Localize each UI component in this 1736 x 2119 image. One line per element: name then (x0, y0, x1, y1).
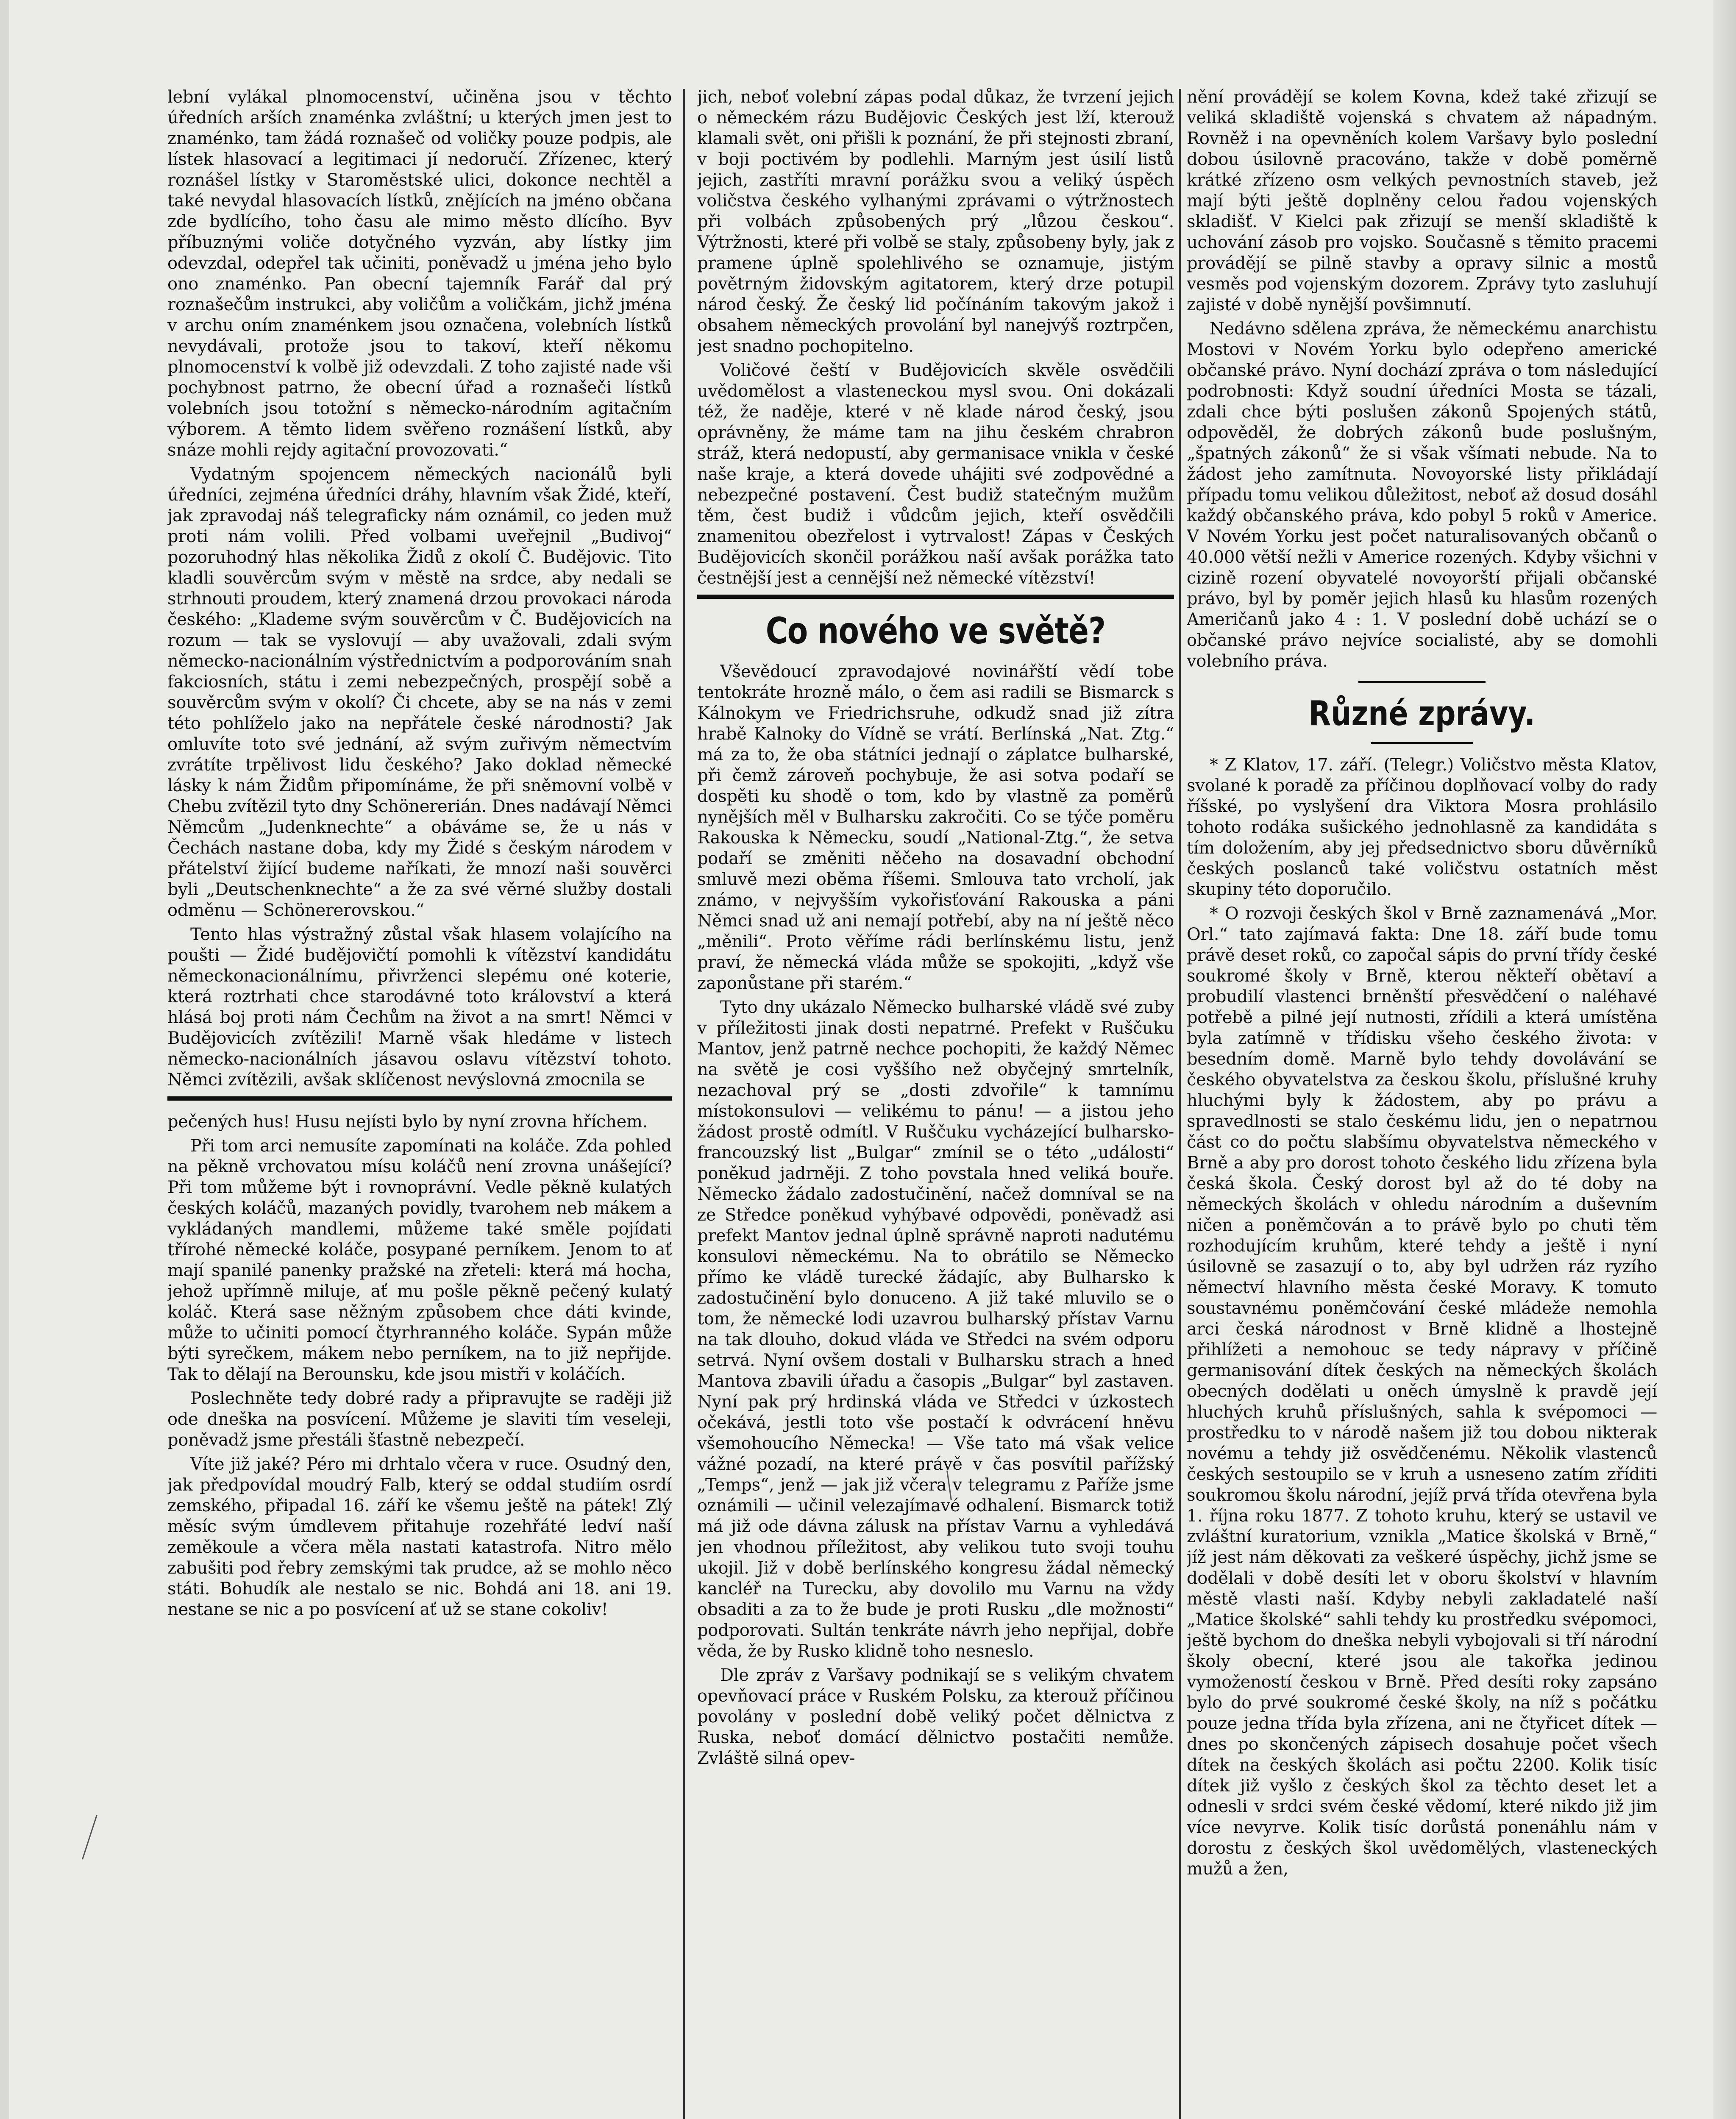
column-rule-1 (683, 89, 685, 2119)
column-middle (697, 87, 1174, 2119)
column-rule-2 (1179, 89, 1181, 2119)
section-divider (697, 595, 1174, 599)
article-paragraph: jich, neboť volební zápas podal důkaz, že tvrzení jejich o německém rázu Budějovic Českých jest lží, kterouž klamali svět, oni přišli k poznání, že při stejnosti zbraní, v boji poctivém by podlehli. Marným jest úsilí listů jejich, zastříti mravní porážku svou a veliký úspěch voličstva českého vylhanými zprávami o výtržnostech při volbách způsobených prý „lůzou českou“. Výtržnosti, které při volbě se staly, způsobeny byly, jak z pramene úplně spolehlivého se oznamuje, jistým povětrným židovským agitatorem, který drze potupil národ český. Že český lid počínáním takovým jakož i obsahem německých provolání byl nanejvýš roztrpčen, jest snadno pochopitelno. (697, 87, 1174, 356)
article-paragraph: Vydatným spojencem německých nacionálů byli úředníci, zejména úředníci dráhy, hlavním však Židé, kteří, jak zpravodaj náš telegraficky nám oznámil, co jeden muž proti nám volili. Před volbami uveřejnil „Budivoj“ pozoruhodný hlas několika Židů z okolí Č. Budějovic. Tito kladli souvěrcům svým v městě na srdce, aby nedali se strhnouti proudem, který znamená drzou provokaci národa českého: „Klademe svým souvěrcům v Č. Budějovicích na rozum — tak se vyslovují — aby uvažovali, zdali svým německo-nacionálním výstřednictvím a podporováním snah fakciosních, státu i zemi nebezpečných, prospějí sobě a souvěrcům svým v okolí? Či chcete, aby se na nás v zemi této pohlíželo jako na nepřátele české národnosti? Jak omluvíte toto své jednání, až svým zuřivým němectvím zvrátíte trpělivost lidu českého? Jako doklad německé lásky k nám Židům připomínáme, že při sněmovní volbě v Chebu zvítězil tyto dny Schönererián. Dnes nadávají Němci Němcům „Judenknechte“ a obáváme se, že u nás v Čechách nastane doba, kdy my Židé s českým národem v přátelství žijící budeme naříkati, že mnozí naši souvěrci byli „Deutschenknechte“ a že za své věrné služby dostali odměnu — Schönererovskou.“ (167, 464, 672, 920)
binding-shadow (1713, 0, 1736, 2119)
article-paragraph: Voličové čeští v Budějovicích skvěle osvědčili uvědomělost a vlasteneckou mysl svou. Oni dokázali též, že naděje, které v ně klade národ český, jsou oprávněny, že máme tam na jihu českém chrabron stráž, která nedopustí, aby germanisace vnikla v české naše kraje, a která dovede uhájiti své zodpovědné a nebezpečné postavení. Čest budiž statečným mužům těm, čest budiž i vůdcům jejich, kteří osvědčili znamenitou obezřelost i vytrvalost! Zápas v Českých Budějovicích skončil porážkou naší avšak porážka tato čestnější jest a cennější než německé vítězství! (697, 361, 1174, 588)
feuilleton-paragraph: Víte již jaké? Péro mi drhtalo včera v ruce. Osudný den, jak předpovídal moudrý Falb, který se oddal studiím osrdí zemského, připadal 16. září ke všemu ještě na pátek! Zlý měsíc svým úmdlevem přitahuje rozehřáté ledví naší zeměkoule a včera měla nastati katastrofa. Nitro mělo zabušiti pod řebry zemskými tak prudce, až se mohlo něco státi. Bohudík ale nestalo se nic. Bohdá ani 18. ani 19. nestane se nic a po posvícení ať už se stane cokoliv! (167, 1454, 672, 1619)
column-left (167, 87, 672, 2119)
column-right (1187, 87, 1657, 2119)
news-item: * O rozvoji českých škol v Brně zaznamenává „Mor. Orl.“ tato zajímavá fakta: Dne 18. září bude tomu právě deset roků, co započal sápis do první třídy české soukromé školy v Brně, kterou někteří obětaví a probudilí vlastenci brněnští přesvědčení o naléhavé potřebě a pilné její nutnosti, zřídili a která umístěna byla zatímně v třídisku všeho českého života: v besedním domě. Marně bylo tehdy dovolávání se českého obyvatelstva za českou školu, příslušné kruhy hluchými byly k žádostem, aby po právu a spravedlnosti se stalo českému lidu, jen o nepatrnou část co do počtu slabšímu obyvatelstva německého v Brně a aby pro dorost tohoto českého lidu zřízena byla česká škola. Český dorost byl až do té doby na německých školách v ohledu národním a duševním ničen a poněmčován a to právě bylo po chuti těm rozhodujícím kruhům, které tehdy a ještě i nyní úsilovně se zasazují o to, aby byl udržen ráz ryzího němectví hlavního města české Moravy. K tomuto soustavnému poněmčování české mládeže nemohla arci česká národnost v Brně klidně a lhostejně přihlížeti a nemohouc se tedy nápravy v příčině germanisování dítek českých na německých školách obecných dodělati u oněch úmyslně k pravdě její hluchých kruhů příslušných, sahla k svépomoci — prostředku to v národě našem již tou dobou nikterak novému a tehdy již osvědčenému. Několik vlastenců českých sestoupilo se v kruh a usneseno zatím zříditi soukromou školu národní, jejíž prvá třída otevřena byla 1. října roku 1877. Z tohoto kruhu, který se ustavil ve zvláštní kuratorium, vznikla „Matice školská v Brně,“ jíž jest nám děkovati za veškeré úspěchy, jichž jsme se dodělali v době desíti let v oboru školství v hlavním městě vlasti naší. Kdyby nebyli zakladatelé naší „Matice školské“ sahli tehdy ku prostředku svépomoci, ještě bychom do dneška nebyli vybojovali si tří národní školy obecní, které jsou ale takořka jedinou vymožeností českou v Brně. Před desíti roky zapsáno bylo do prvé soukromé české školy, na níž s počátku pouze jedna třída byla zřízena, ani ne čtyřicet dítek — dnes po skončených zápisech dosahuje počet všech dítek na českých školách asi počtu 2200. Kolik tisíc dítek již vyšlo z českých škol za těchto deset let a odnesli v srdci svém české vědomí, které nikdo již jim více nevyrve. Kolik tisíc dorůstá ponenáhlu nám v dorostu z českých škol uvědomělých, vlasteneckých mužů a žen, (1187, 904, 1657, 1879)
section-divider (1358, 681, 1486, 683)
section-headline: Různé zprávy. (1308, 694, 1536, 733)
news-paragraph: Vševědoucí zpravodajové novinářští vědí tobe tentokráte hrozně málo, o čem asi radili se Bismarck s Kálnokym ve Friedrichsruhe, odkudž snad již zítra hrabě Kalnoky do Vídně se vrátí. Berlínská „Nat. Ztg.“ má za to, že oba státníci jednají o záplatce bulharské, při čemž zároveň pochybuje, že asi sotva podaří se dospěti ku shodě o tom, kdo by vlastně za poměrů nynějších měl v Bulharsku zakročiti. Co se týče poměru Rakouska k Německu, soudí „National-Ztg.“, že setva podaří se změniti něčeho na dosavadní obchodní smluvě mezi oběma říšemi. Smlouva tato vrcholí, jak známo, v nejvyšším vykořisťování Rakouska a páni Němci snad už ani nemají potřebí, aby na ní ještě něco „měnili“. Proto věříme rádi berlínskému listu, jenž praví, že německá vláda může se spokojiti, „když vše zaponůstane při starém.“ (697, 662, 1174, 993)
news-paragraph: Tyto dny ukázalo Německo bulharské vládě své zuby v příležitosti jinak dosti nepatrné. Prefekt v Ruščuku Mantov, jenž patrně nechce pochopiti, že každý Němec na světě je cosi vyššího než obyčejný smrtelník, nezachoval prý se „dosti zdvořile“ k tamnímu místokonsulovi — velikému to pánu! — a jistou jeho žádost prostě odmítl. V Ruščuku vycházející bulharsko-francouzský list „Bulgar“ zmínil se o této „události“ poněkud jadrněji. Z toho povstala hned veliká bouře. Německo žádalo zadostučinění, načež domníval se na ze Středce poněkud vyhýbavé odpovědi, poněvadž asi prefekt Mantov jednal úplně správně naproti nadutému konsulovi německému. Na to obrátilo se Německo přímo ke vládě turecké žádajíc, aby Bulharsko k zadostučinění bylo donuceno. A již také mluvilo se o tom, že německé lodi uzavrou bulharský přístav Varnu na tak dlouho, dokud vláda ve Středci na svém odporu setrvá. Nyní ovšem dostali v Bulharsku strach a hned Mantova zbavili úřadu a časopis „Bulgar“ byl zastaven. Nyní pak prý hrdinská vláda ve Středci v úzkostech očekává, jestli toto vše postačí k odvrácení hněvu všemohoucího Německa! — Vše tato má však velice vážné pozadí, na které právě v čas posvítil pařížský „Temps“, jenž — jak již včera v telegramu z Paříže jsme oznámili — učinil velezajímavé odhalení. Bismarck totiž má již ode dávna zálusk na přístav Varnu a vyhledává jen vhodnou příležitost, aby velikou tuto svoji touhu ukojil. Již v době berlínského kongresu žádal německý kancléř na Turecku, aby dovolilo mu Varnu na vždy obsaditi a za to že bude je proti Rusku „dle možnosti“ podporovati. Sultán tenkráte návrh jeho nepřijal, dobře věda, že by Rusko klidně toho nesneslo. (697, 998, 1174, 1661)
feuilleton-divider (167, 1096, 672, 1101)
feuilleton-paragraph: Při tom arci nemusíte zapomínati na koláče. Zda pohled na pěkně vrchovatou mísu koláčů není zrovna unášející? Při tom můžeme být i rovnoprávní. Vedle pěkně kulatých českých koláčů, mazaných povidly, tvarohem neb mákem a vykládaných mandlemi, můžeme také směle pojídati třírohé německé koláče, posypané perníkem. Jenom to ať mají spanilé panenky pražské na zřeteli: která má hocha, jehož upřímně miluje, ať mu pošle pěkně pečený kulatý koláč. Která sase něžným způsobem chce dáti kvinde, může to učiniti pomocí čtyrhranného koláče. Sypán může býti syrečkem, mákem nebo perníkem, na to již nepřijde. Tak to dělají na Berounsku, kde jsou mistři v koláčích. (167, 1136, 672, 1384)
scan-scratch-mark (82, 1815, 97, 1860)
feuilleton-paragraph: Poslechněte tedy dobré rady a připravujte se raději již ode dneška na posvícení. Můžeme je slaviti tím veseleji, poněvadž jsme přestáli šťastně nebezpečí. (167, 1389, 672, 1450)
headline-underline (1371, 742, 1473, 744)
article-paragraph: lební vylákal plnomocenství, učiněna jsou v těchto úředních arších znaménka zvláštní; u kterých jmen jest to znaménko, tam žádá roznašeč od voličky pouze podpis, ale lístek hlasovací a legitimaci jí nedoručí. Zřízenec, který roznášel lístky v Staroměstské ulici, dokonce nechtěl a také nevydal hlasovacích lístků, znějících na jméno občana zde bydlícího, toho času ale mimo město dlícího. Byv příbuznými voliče dotyčného vyzván, aby lístky jim odevzdal, odepřel tak učiniti, poněvadž u jména jeho bylo ono znaménko. Pan obecní tajemník Farář dal prý roznašečům instrukci, aby voličům a voličkám, jichž jména v archu oním znaménkem jsou označena, volebních lístků nevydávali, protože jsou to takoví, kteří někomu plnomocenství k volbě již odevzdali. Z toho zajisté nade vši pochybnost patrno, že obecní úřad a roznašeči lístků volebních jsou totožní s německo-národním agitačním výborem. A těmto lidem svěřeno roznášení lístků, aby snáze mohli rejdy agitační provozovati.“ (167, 87, 672, 460)
section-headline: Co nového ve světě? (765, 610, 1106, 652)
article-paragraph: Tento hlas výstražný zůstal však hlasem volajícího na poušti — Židé budějovičtí pomohli k vítězství kandidátu německonacionálnímu, přivrženci slepému oné koterie, která roztrhati chce starodávné toto království a která hlásá boj proti nám Čechům na život a na smrt! Němci v Budějovicích zvítězili! Marně však hledáme v listech německo-nacionálních jásavou oslavu vítězství tohoto. Němci zvítězili, avšak sklíčenost nevýslovná zmocnila se (167, 925, 672, 1090)
news-item: * Z Klatov, 17. září. (Telegr.) Voličstvo města Klatov, svolané k poradě za příčinou doplňovací volby do rady říšské, po vyslyšení dra Viktora Mosra prohlásilo tohoto rodáka sušického jednohlasně za kandidáta s tím doložením, aby jej předsednictvo sboru důvěrníků českých poslanců také voličstvu ostatních měst skupiny této doporučilo. (1187, 755, 1657, 899)
scan-left-edge (0, 0, 9, 2119)
feuilleton-paragraph: pečených hus! Husu nejísti bylo by nyní zrovna hříchem. (167, 1112, 648, 1132)
news-paragraph: nění provádějí se kolem Kovna, kdež také zřizují se veliká skladiště vojenská s chvatem až nápadným. Rovněž i na opevněních kolem Varšavy bylo poslední dobou úsilovně pracováno, takže v době poměrně krátké zřízeno osm velkých pevnostních staveb, jež mají býti ještě doplněny celou řadou vojenských skladišť. V Kielci pak zřizují se menší skladiště k uchování zásob pro vojsko. Současně s těmito pracemi provádějí se pilně stavby a opravy silnic a mostů vesměs pod vojenským dozorem. Zprávy tyto zasluhují zajisté v době nynější povšimnutí. (1187, 87, 1657, 314)
news-paragraph: Dle zpráv z Varšavy podnikají se s velikým chvatem opevňovací práce v Ruském Polsku, za kterouž příčinou povolány v poslední době veliký počet dělnictva z Ruska, neboť domácí dělnictvo postačiti nemůže. Zvláště silná opev- (697, 1666, 1174, 1768)
news-paragraph: Nedávno sdělena zpráva, že německému anarchistu Mostovi v Novém Yorku bylo odepřeno americké občanské právo. Nyní dochází zpráva o tom následující podrobnosti: Když soudní úředníci Mosta se tázali, zdali chce býti poslušen zákonů Spojených států, odpověděl, že dobrých zákonů bude poslušným, „špatných zákonů“ že si však všímati nebude. Na to žádost jeho zamítnuta. Novoyorské listy přikládají případu tomu velikou důležitost, neboť až dosud dosáhl každý občanského práva, kdo pobyl 5 roků v Americe. V Novém Yorku jest počet naturalisovaných občanů o 40.000 větší nežli v Americe rozených. Kdyby všichni v cizině rození obyvatelé novoyorští přijali občanské právo, byl by poměr jejich hlasů ku hlasům rozených Američanů jako 4 : 1. V poslední době uchází se o občanské právo nejvíce socialisté, aby se domohli volebního práva. (1187, 319, 1657, 671)
